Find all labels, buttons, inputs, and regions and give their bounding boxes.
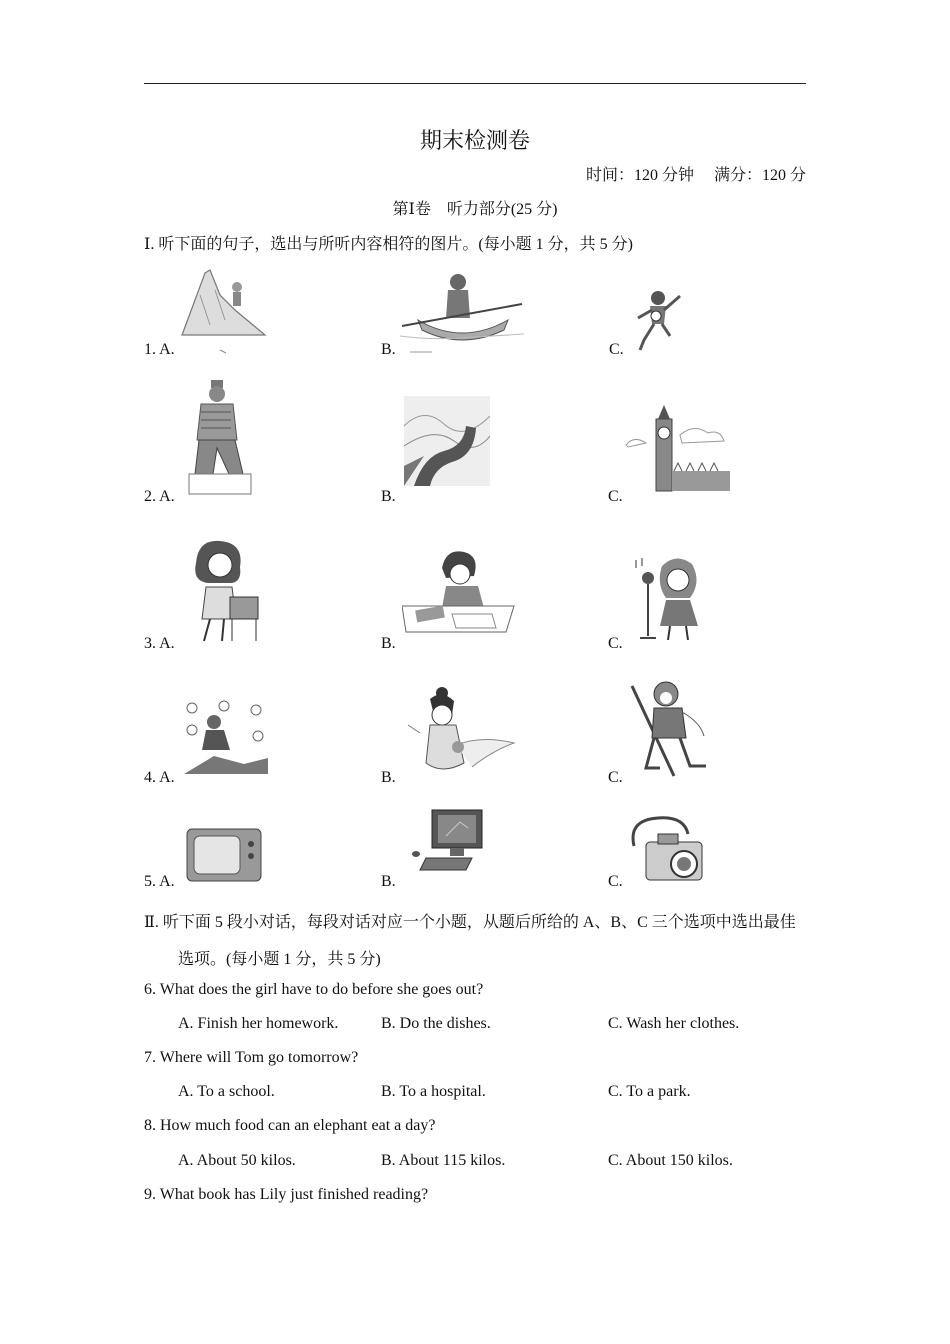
section2-heading-line2: 选项。(每小题 1 分，共 5 分) [178,951,381,968]
section2-heading: Ⅱ. 听下面 5 段小对话，每段对话对应一个小题，从题后所给的 A、B、C 三个选项中选出最佳 [144,914,796,931]
q5-label: 5. A. [144,873,175,890]
q2-label: 2. A. [144,488,175,505]
q4-c-label: C. [608,769,623,786]
q6-option-c: C. Wash her clothes. [608,1015,740,1032]
q3-label: 3. A. [144,635,175,652]
q1-label: 1. A. [144,341,175,358]
boat-rowing-icon [400,268,524,356]
q7-option-a: A. To a school. [178,1083,275,1100]
girl-phone-icon [188,537,264,645]
time-info: 时间：120 分钟 满分：120 分 [585,167,806,184]
girl-writing-icon [402,548,516,636]
jumping-boy-icon [630,288,686,354]
q4-b-label: B. [381,769,396,786]
q8-option-c: C. About 150 kilos. [608,1152,733,1169]
q5-b-label: B. [381,873,396,890]
chang-e-icon [402,685,516,777]
computer-icon [412,808,488,876]
q2-c-label: C. [608,488,623,505]
monkey-staff-icon [630,672,714,780]
monkey-king-icon [184,700,268,774]
television-icon [186,828,262,882]
big-ben-icon [624,405,732,493]
question-6: 6. What does the girl have to do before she goes out? [144,981,484,998]
q8-option-a: A. About 50 kilos. [178,1152,296,1169]
mountain-climber-icon [180,265,270,355]
question-9: 9. What book has Lily just finished reading? [144,1186,429,1203]
page-title: 期末检测卷 [419,128,530,153]
q5-c-label: C. [608,873,623,890]
q6-option-a: A. Finish her homework. [178,1015,339,1032]
section1-heading: Ⅰ. 听下面的句子，选出与所听内容相符的图片。(每小题 1 分，共 5 分) [144,236,633,253]
part-title: 第Ⅰ卷 听力部分(25 分) [392,201,558,218]
camera-icon [628,816,710,888]
q1-c-label: C. [609,341,624,358]
question-7: 7. Where will Tom go tomorrow? [144,1049,359,1066]
q8-option-b: B. About 115 kilos. [381,1152,506,1169]
girl-singing-icon [632,552,706,642]
top-rule [144,83,806,84]
q7-option-b: B. To a hospital. [381,1083,486,1100]
question-8: 8. How much food can an elephant eat a day? [144,1117,436,1134]
great-wall-icon [404,396,490,486]
q6-option-b: B. Do the dishes. [381,1015,491,1032]
q7-option-c: C. To a park. [608,1083,691,1100]
q3-b-label: B. [381,635,396,652]
q4-label: 4. A. [144,769,175,786]
terracotta-warrior-icon [183,378,255,496]
q3-c-label: C. [608,635,623,652]
q2-b-label: B. [381,488,396,505]
q1-b-label: B. [381,341,396,358]
